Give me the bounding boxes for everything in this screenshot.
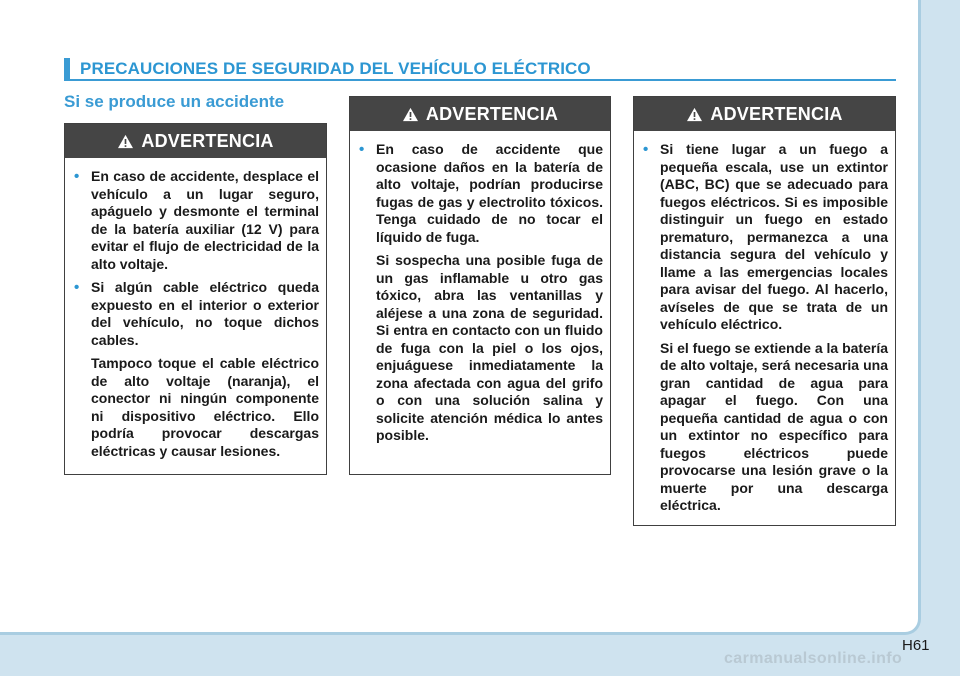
page-number: H61 <box>902 637 930 654</box>
section-heading: Si se produce un accidente <box>64 92 285 111</box>
warning-box-1 <box>64 123 327 475</box>
bullet-dot-icon: • <box>359 141 365 158</box>
warning-box-body <box>350 131 610 459</box>
warning-triangle-icon <box>402 107 419 122</box>
bullet-dot-icon: • <box>74 168 80 185</box>
warning-text: Si algún cable eléctrico queda expuesto en el interior o exterior del vehículo, no toque dichos cables. <box>91 279 319 348</box>
page-title: PRECAUCIONES DE SEGURIDAD DEL VEHÍCULO ELÉCTRICO <box>80 59 591 78</box>
warning-box-body <box>65 158 326 474</box>
warning-text: En caso de accidente, desplace el vehículo a un lugar seguro, apáguelo y desmonte el terminal de la batería auxiliar (12 V) para evitar el flujo de electricidad de la alto voltaje. <box>91 168 319 272</box>
bullet-dot-icon: • <box>74 279 80 296</box>
warning-continuation: Si el fuego se extiende a la batería de alto voltaje, será necesaria una gran cantidad de agua para apagar el fuego. Con una pequeña cantidad de agua o con un extintor no específico para fuegos eléctricos puede provocarse una lesión grave o la muerte por una descarga eléctrica. <box>660 339 888 513</box>
warning-continuation: Tampoco toque el cable eléctrico de alto voltaje (naranja), el conector ni ningún componente ni dispositivo eléctrico. Ello podría provocar descargas eléctricas y causar lesiones. <box>91 355 319 459</box>
warning-label: ADVERTENCIA <box>710 103 843 124</box>
warning-box-header <box>634 97 895 131</box>
warning-box-header <box>65 124 326 158</box>
warning-triangle-icon <box>686 107 703 122</box>
warning-box-body <box>634 131 895 529</box>
warning-item <box>74 279 319 349</box>
bullet-dot-icon: • <box>643 141 649 158</box>
warning-item <box>74 168 319 273</box>
warning-text: En caso de accidente que ocasione daños en la batería de alto voltaje, podrían producirse fugas de gas y electrolito tóxicos. Tenga cuidado de no tocar el líquido de fuga. <box>376 141 603 245</box>
warning-label: ADVERTENCIA <box>141 130 274 151</box>
warning-text: Si tiene lugar a un fuego a pequeña escala, use un extintor (ABC, BC) que se adecuado para fuegos eléctricos. Si es imposible distinguir un fuego en estado prematuro, permanezca a una distancia segura del vehículo y llame a las emergencias locales para avisar del fuego. Al hacerlo, avíseles de que se trata de un vehículo eléctrico. <box>660 141 888 332</box>
warning-item <box>359 141 603 246</box>
warning-box-header <box>350 97 610 131</box>
watermark: carmanualsonline.info <box>724 650 903 667</box>
header-accent-bar <box>64 58 70 80</box>
warning-label: ADVERTENCIA <box>425 103 559 124</box>
warning-triangle-icon <box>117 134 134 149</box>
warning-box-2 <box>349 96 611 475</box>
warning-item <box>643 141 888 334</box>
warning-continuation: Si sospecha una posible fuga de un gas inflamable u otro gas tóxico, abra las ventanillas y aléjese a una zona de seguridad. Si entra en contacto con un fluido de fuga con la piel o los ojos, enjuáguese inmediatamente la zona afectada con agua del grifo o con una solución salina y solicite atención médica lo antes posible. <box>376 252 603 443</box>
header-rule <box>64 79 896 81</box>
warning-box-3 <box>633 96 896 526</box>
